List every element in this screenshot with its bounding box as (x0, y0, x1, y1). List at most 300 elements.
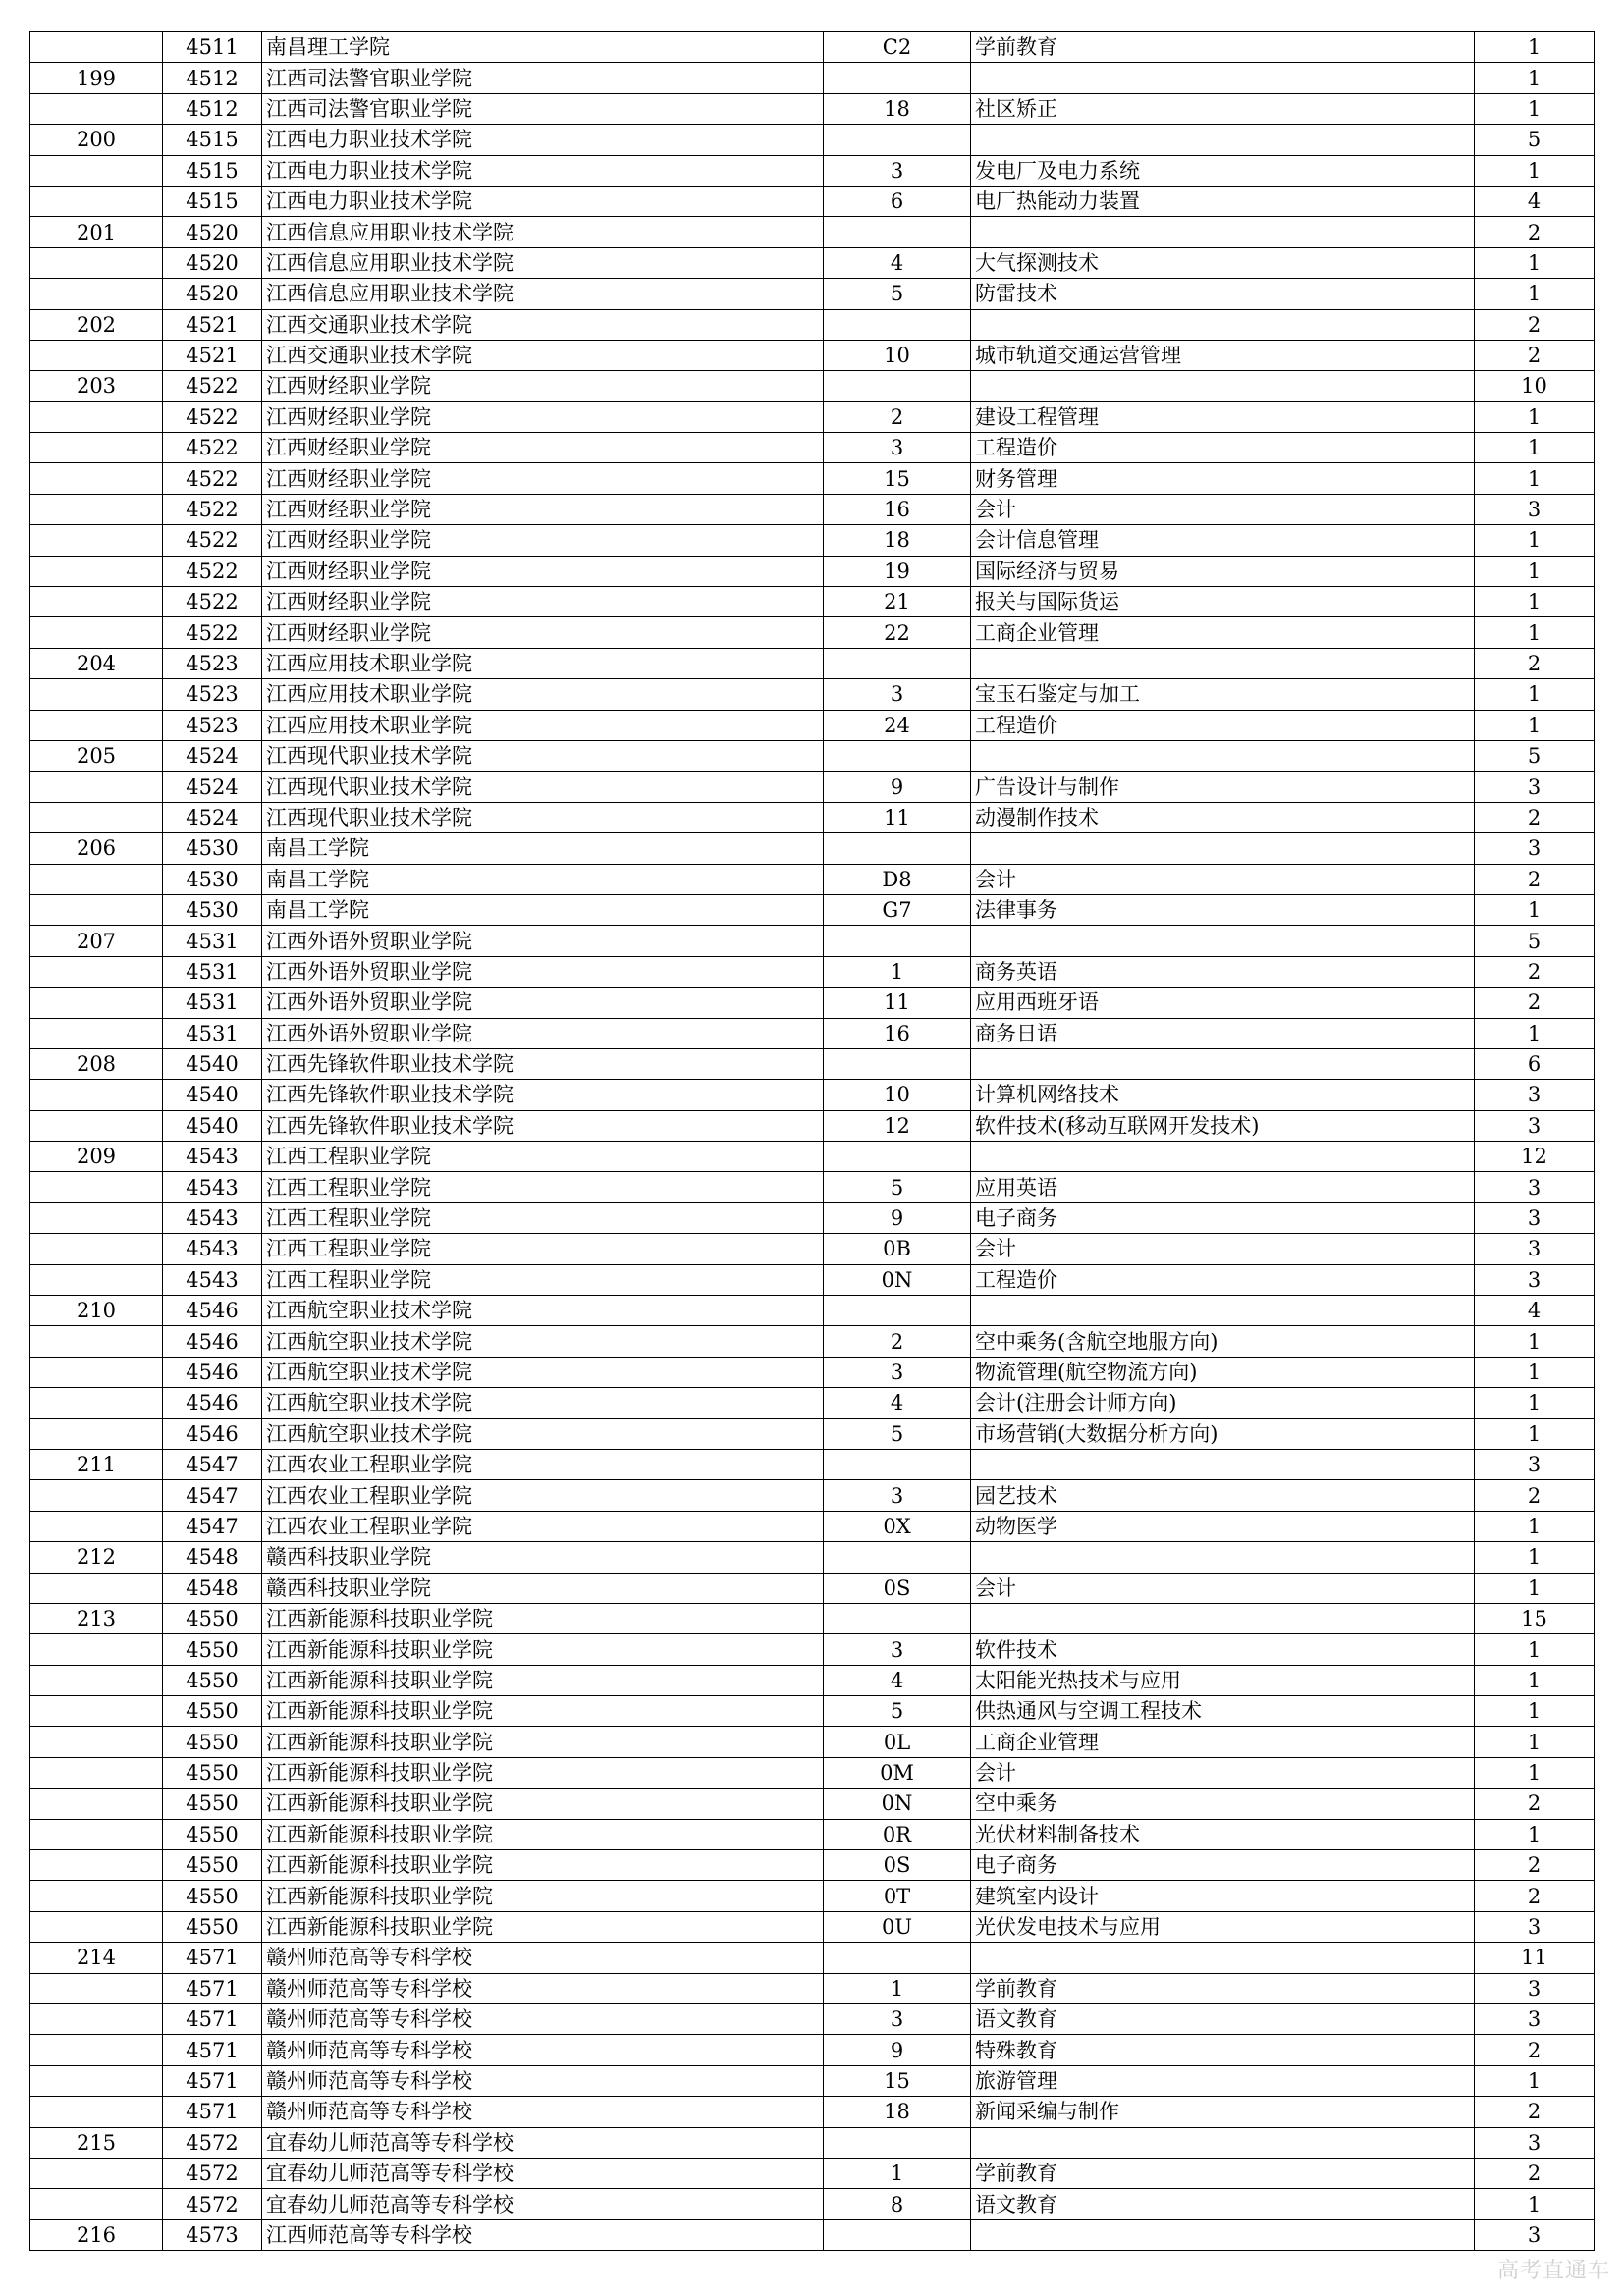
school-code-cell: 4520 (163, 217, 262, 247)
school-name-cell: 江西先锋软件职业技术学院 (262, 1048, 824, 1079)
major-code-cell: 0M (824, 1757, 971, 1788)
table-row (30, 772, 1595, 802)
plan-count-cell: 2 (1475, 1850, 1595, 1881)
plan-count-cell: 3 (1475, 1202, 1595, 1233)
plan-count-cell: 1 (1475, 556, 1595, 586)
plan-count-cell: 1 (1475, 710, 1595, 740)
seq-cell (30, 1665, 163, 1695)
major-code-cell: 12 (824, 1110, 971, 1141)
major-name-cell (971, 1943, 1475, 1973)
plan-count-cell: 1 (1475, 1018, 1595, 1048)
major-code-cell (824, 648, 971, 678)
table-row (30, 32, 1595, 63)
school-code-cell: 4546 (163, 1357, 262, 1387)
school-name-cell: 江西财经职业学院 (262, 494, 824, 524)
major-code-cell (824, 63, 971, 93)
plan-count-cell: 2 (1475, 2097, 1595, 2127)
table-row (30, 1603, 1595, 1633)
seq-cell (30, 525, 163, 556)
plan-count-cell: 1 (1475, 1634, 1595, 1665)
major-name-cell: 动漫制作技术 (971, 802, 1475, 832)
major-name-cell: 空中乘务(含航空地服方向) (971, 1326, 1475, 1357)
seq-cell: 215 (30, 2127, 163, 2158)
major-name-cell: 城市轨道交通运营管理 (971, 340, 1475, 370)
school-code-cell: 4522 (163, 587, 262, 617)
major-code-cell: 3 (824, 2004, 971, 2035)
school-code-cell: 4512 (163, 93, 262, 124)
table-row (30, 926, 1595, 956)
plan-count-cell: 15 (1475, 1603, 1595, 1633)
seq-cell (30, 1418, 163, 1449)
seq-cell (30, 1973, 163, 2003)
table-row (30, 2189, 1595, 2219)
school-name-cell: 江西新能源科技职业学院 (262, 1727, 824, 1757)
major-code-cell: 10 (824, 340, 971, 370)
major-code-cell: 0X (824, 1511, 971, 1541)
school-name-cell: 赣州师范高等专科学校 (262, 2035, 824, 2065)
major-name-cell: 会计 (971, 1573, 1475, 1603)
seq-cell: 206 (30, 833, 163, 864)
school-code-cell: 4530 (163, 864, 262, 894)
major-code-cell: 3 (824, 433, 971, 463)
school-name-cell: 南昌工学院 (262, 894, 824, 925)
major-code-cell: 4 (824, 1665, 971, 1695)
table-row (30, 617, 1595, 648)
table-row (30, 2127, 1595, 2158)
major-name-cell: 会计 (971, 494, 1475, 524)
plan-count-cell: 2 (1475, 988, 1595, 1018)
table-row (30, 186, 1595, 216)
school-code-cell: 4543 (163, 1142, 262, 1172)
major-name-cell (971, 217, 1475, 247)
major-code-cell (824, 217, 971, 247)
major-code-cell: 3 (824, 1480, 971, 1511)
major-code-cell: 18 (824, 93, 971, 124)
school-name-cell: 江西财经职业学院 (262, 556, 824, 586)
major-code-cell: 0L (824, 1727, 971, 1757)
major-code-cell (824, 926, 971, 956)
major-name-cell: 法律事务 (971, 894, 1475, 925)
plan-count-cell: 3 (1475, 1172, 1595, 1202)
school-name-cell: 江西新能源科技职业学院 (262, 1819, 824, 1849)
plan-count-cell: 3 (1475, 1080, 1595, 1110)
school-code-cell: 4546 (163, 1326, 262, 1357)
seq-cell: 209 (30, 1142, 163, 1172)
major-code-cell (824, 2127, 971, 2158)
school-name-cell: 江西新能源科技职业学院 (262, 1911, 824, 1942)
seq-cell (30, 587, 163, 617)
school-code-cell: 4524 (163, 740, 262, 771)
table-row (30, 340, 1595, 370)
major-name-cell: 动物医学 (971, 1511, 1475, 1541)
seq-cell (30, 1727, 163, 1757)
major-name-cell: 语文教育 (971, 2004, 1475, 2035)
school-name-cell: 江西财经职业学院 (262, 587, 824, 617)
major-name-cell: 电子商务 (971, 1202, 1475, 1233)
table-row (30, 1080, 1595, 1110)
major-code-cell: 0S (824, 1573, 971, 1603)
table-row (30, 956, 1595, 987)
seq-cell: 213 (30, 1603, 163, 1633)
major-code-cell: 2 (824, 401, 971, 432)
seq-cell (30, 1326, 163, 1357)
school-name-cell: 江西新能源科技职业学院 (262, 1757, 824, 1788)
major-code-cell: 21 (824, 587, 971, 617)
school-code-cell: 4571 (163, 1973, 262, 2003)
major-name-cell (971, 2219, 1475, 2250)
school-name-cell: 江西外语外贸职业学院 (262, 926, 824, 956)
school-code-cell: 4524 (163, 772, 262, 802)
table-row (30, 679, 1595, 710)
seq-cell (30, 494, 163, 524)
school-name-cell: 江西电力职业技术学院 (262, 186, 824, 216)
plan-count-cell: 2 (1475, 1789, 1595, 1819)
seq-cell (30, 2065, 163, 2096)
school-code-cell: 4531 (163, 1018, 262, 1048)
school-code-cell: 4571 (163, 2035, 262, 2065)
watermark-text: 高考直通车 (1496, 2259, 1610, 2283)
seq-cell: 205 (30, 740, 163, 771)
school-name-cell: 江西航空职业技术学院 (262, 1326, 824, 1357)
seq-cell (30, 1696, 163, 1727)
school-name-cell: 江西新能源科技职业学院 (262, 1850, 824, 1881)
major-name-cell: 旅游管理 (971, 2065, 1475, 2096)
table-row (30, 2158, 1595, 2188)
major-name-cell (971, 1449, 1475, 1479)
school-code-cell: 4546 (163, 1388, 262, 1418)
seq-cell: 210 (30, 1296, 163, 1326)
major-code-cell: 15 (824, 463, 971, 494)
table-row (30, 494, 1595, 524)
school-code-cell: 4546 (163, 1418, 262, 1449)
seq-cell (30, 1388, 163, 1418)
major-name-cell: 语文教育 (971, 2189, 1475, 2219)
seq-cell (30, 1234, 163, 1264)
plan-count-cell: 1 (1475, 463, 1595, 494)
plan-count-cell: 1 (1475, 1665, 1595, 1695)
major-code-cell: 11 (824, 988, 971, 1018)
major-name-cell: 应用英语 (971, 1172, 1475, 1202)
school-name-cell: 江西财经职业学院 (262, 525, 824, 556)
school-name-cell: 赣州师范高等专科学校 (262, 2065, 824, 2096)
school-name-cell: 江西工程职业学院 (262, 1172, 824, 1202)
plan-count-cell: 2 (1475, 2158, 1595, 2188)
table-row (30, 1789, 1595, 1819)
major-name-cell: 园艺技术 (971, 1480, 1475, 1511)
major-name-cell: 工程造价 (971, 710, 1475, 740)
seq-cell (30, 1850, 163, 1881)
plan-count-cell: 1 (1475, 894, 1595, 925)
major-code-cell (824, 1449, 971, 1479)
plan-count-cell: 1 (1475, 401, 1595, 432)
seq-cell (30, 710, 163, 740)
plan-count-cell: 3 (1475, 2219, 1595, 2250)
table-row (30, 1665, 1595, 1695)
plan-count-cell: 11 (1475, 1943, 1595, 1973)
major-name-cell: 工商企业管理 (971, 1727, 1475, 1757)
major-name-cell: 国际经济与贸易 (971, 556, 1475, 586)
major-code-cell: 0T (824, 1881, 971, 1911)
seq-cell (30, 279, 163, 309)
school-name-cell: 江西财经职业学院 (262, 617, 824, 648)
major-code-cell: 2 (824, 1326, 971, 1357)
major-name-cell: 工商企业管理 (971, 617, 1475, 648)
major-name-cell: 新闻采编与制作 (971, 2097, 1475, 2127)
table-row (30, 1388, 1595, 1418)
plan-count-cell: 1 (1475, 617, 1595, 648)
plan-count-cell: 1 (1475, 1819, 1595, 1849)
school-code-cell: 4550 (163, 1911, 262, 1942)
school-code-cell: 4511 (163, 32, 262, 63)
school-code-cell: 4572 (163, 2127, 262, 2158)
school-code-cell: 4522 (163, 494, 262, 524)
major-code-cell (824, 2219, 971, 2250)
table-row (30, 401, 1595, 432)
seq-cell (30, 1110, 163, 1141)
plan-count-cell: 1 (1475, 1388, 1595, 1418)
plan-count-cell: 4 (1475, 1296, 1595, 1326)
school-code-cell: 4546 (163, 1296, 262, 1326)
plan-count-cell: 2 (1475, 1881, 1595, 1911)
school-name-cell: 江西航空职业技术学院 (262, 1296, 824, 1326)
school-name-cell: 赣州师范高等专科学校 (262, 1943, 824, 1973)
school-name-cell: 江西外语外贸职业学院 (262, 956, 824, 987)
table-row (30, 1727, 1595, 1757)
plan-count-cell: 2 (1475, 956, 1595, 987)
school-name-cell: 江西电力职业技术学院 (262, 125, 824, 155)
major-code-cell: 3 (824, 155, 971, 186)
school-name-cell: 江西先锋软件职业技术学院 (262, 1110, 824, 1141)
seq-cell (30, 93, 163, 124)
school-code-cell: 4550 (163, 1665, 262, 1695)
major-name-cell: 建筑室内设计 (971, 1881, 1475, 1911)
table-row (30, 1511, 1595, 1541)
school-name-cell: 南昌工学院 (262, 833, 824, 864)
seq-cell (30, 1202, 163, 1233)
seq-cell: 216 (30, 2219, 163, 2250)
major-code-cell: C2 (824, 32, 971, 63)
table-row (30, 2065, 1595, 2096)
school-code-cell: 4571 (163, 2097, 262, 2127)
table-row (30, 1696, 1595, 1727)
major-name-cell (971, 833, 1475, 864)
school-name-cell: 宜春幼儿师范高等专科学校 (262, 2189, 824, 2219)
seq-cell (30, 2035, 163, 2065)
major-name-cell: 软件技术(移动互联网开发技术) (971, 1110, 1475, 1141)
school-code-cell: 4520 (163, 247, 262, 278)
seq-cell: 211 (30, 1449, 163, 1479)
seq-cell (30, 155, 163, 186)
seq-cell: 212 (30, 1542, 163, 1573)
major-name-cell: 学前教育 (971, 1973, 1475, 2003)
school-code-cell: 4547 (163, 1511, 262, 1541)
school-code-cell: 4522 (163, 617, 262, 648)
major-code-cell: 0U (824, 1911, 971, 1942)
plan-count-cell: 1 (1475, 433, 1595, 463)
school-name-cell: 宜春幼儿师范高等专科学校 (262, 2158, 824, 2188)
major-code-cell: 3 (824, 1634, 971, 1665)
major-name-cell: 学前教育 (971, 32, 1475, 63)
major-code-cell (824, 1142, 971, 1172)
major-name-cell: 计算机网络技术 (971, 1080, 1475, 1110)
school-code-cell: 4550 (163, 1850, 262, 1881)
school-code-cell: 4523 (163, 679, 262, 710)
table-row (30, 309, 1595, 340)
table-row (30, 279, 1595, 309)
school-code-cell: 4550 (163, 1881, 262, 1911)
school-name-cell: 南昌理工学院 (262, 32, 824, 63)
major-code-cell: 9 (824, 772, 971, 802)
major-code-cell: 3 (824, 679, 971, 710)
major-code-cell: G7 (824, 894, 971, 925)
school-code-cell: 4547 (163, 1449, 262, 1479)
school-name-cell: 宜春幼儿师范高等专科学校 (262, 2127, 824, 2158)
table-row (30, 1542, 1595, 1573)
school-code-cell: 4543 (163, 1202, 262, 1233)
plan-count-cell: 6 (1475, 1048, 1595, 1079)
seq-cell: 208 (30, 1048, 163, 1079)
school-name-cell: 赣州师范高等专科学校 (262, 1973, 824, 2003)
plan-count-cell: 1 (1475, 1326, 1595, 1357)
major-code-cell: 5 (824, 1696, 971, 1727)
major-code-cell: 16 (824, 1018, 971, 1048)
major-name-cell: 光伏发电技术与应用 (971, 1911, 1475, 1942)
plan-count-cell: 1 (1475, 1357, 1595, 1387)
major-code-cell: 1 (824, 956, 971, 987)
seq-cell (30, 186, 163, 216)
seq-cell (30, 1573, 163, 1603)
major-code-cell: 4 (824, 1388, 971, 1418)
seq-cell: 199 (30, 63, 163, 93)
major-name-cell: 广告设计与制作 (971, 772, 1475, 802)
school-code-cell: 4515 (163, 125, 262, 155)
school-name-cell: 江西信息应用职业技术学院 (262, 279, 824, 309)
major-code-cell: 19 (824, 556, 971, 586)
table-row (30, 1911, 1595, 1942)
table-row (30, 1172, 1595, 1202)
table-row (30, 1634, 1595, 1665)
school-code-cell: 4521 (163, 340, 262, 370)
school-name-cell: 江西新能源科技职业学院 (262, 1696, 824, 1727)
table-row (30, 1819, 1595, 1849)
plan-count-cell: 1 (1475, 1418, 1595, 1449)
school-name-cell: 江西财经职业学院 (262, 401, 824, 432)
major-name-cell: 建设工程管理 (971, 401, 1475, 432)
plan-count-cell: 3 (1475, 1449, 1595, 1479)
table-row (30, 2035, 1595, 2065)
school-code-cell: 4572 (163, 2158, 262, 2188)
major-code-cell: 9 (824, 1202, 971, 1233)
major-name-cell (971, 1048, 1475, 1079)
table-row (30, 2004, 1595, 2035)
school-name-cell: 江西航空职业技术学院 (262, 1357, 824, 1387)
table-row (30, 93, 1595, 124)
school-code-cell: 4530 (163, 833, 262, 864)
school-name-cell: 江西信息应用职业技术学院 (262, 217, 824, 247)
major-name-cell (971, 371, 1475, 401)
seq-cell: 202 (30, 309, 163, 340)
seq-cell (30, 617, 163, 648)
school-name-cell: 江西新能源科技职业学院 (262, 1789, 824, 1819)
plan-count-cell: 2 (1475, 1480, 1595, 1511)
major-name-cell: 电子商务 (971, 1850, 1475, 1881)
major-name-cell: 报关与国际货运 (971, 587, 1475, 617)
school-code-cell: 4522 (163, 525, 262, 556)
school-name-cell: 江西新能源科技职业学院 (262, 1881, 824, 1911)
plan-count-cell: 2 (1475, 802, 1595, 832)
plan-count-cell: 1 (1475, 279, 1595, 309)
major-name-cell: 发电厂及电力系统 (971, 155, 1475, 186)
seq-cell (30, 2004, 163, 2035)
school-name-cell: 江西工程职业学院 (262, 1234, 824, 1264)
plan-count-cell: 1 (1475, 93, 1595, 124)
plan-count-cell: 3 (1475, 1110, 1595, 1141)
seq-cell (30, 1480, 163, 1511)
school-code-cell: 4515 (163, 155, 262, 186)
school-code-cell: 4571 (163, 2065, 262, 2096)
school-name-cell: 江西农业工程职业学院 (262, 1449, 824, 1479)
major-code-cell: 18 (824, 525, 971, 556)
table-row (30, 587, 1595, 617)
school-code-cell: 4550 (163, 1696, 262, 1727)
major-name-cell (971, 63, 1475, 93)
seq-cell (30, 772, 163, 802)
plan-count-cell: 3 (1475, 2127, 1595, 2158)
school-code-cell: 4520 (163, 279, 262, 309)
plan-count-cell: 5 (1475, 125, 1595, 155)
major-name-cell: 供热通风与空调工程技术 (971, 1696, 1475, 1727)
plan-count-cell: 1 (1475, 1696, 1595, 1727)
major-code-cell: 0S (824, 1850, 971, 1881)
major-name-cell: 会计信息管理 (971, 525, 1475, 556)
table-row (30, 371, 1595, 401)
school-code-cell: 4571 (163, 2004, 262, 2035)
seq-cell (30, 802, 163, 832)
school-name-cell: 江西交通职业技术学院 (262, 309, 824, 340)
school-name-cell: 江西师范高等专科学校 (262, 2219, 824, 2250)
major-code-cell: 8 (824, 2189, 971, 2219)
major-code-cell (824, 371, 971, 401)
school-code-cell: 4547 (163, 1480, 262, 1511)
plan-count-cell: 2 (1475, 340, 1595, 370)
seq-cell (30, 32, 163, 63)
major-name-cell (971, 926, 1475, 956)
major-code-cell: 1 (824, 1973, 971, 2003)
seq-cell (30, 1264, 163, 1295)
table-row (30, 1449, 1595, 1479)
school-code-cell: 4531 (163, 988, 262, 1018)
major-name-cell: 工程造价 (971, 433, 1475, 463)
major-name-cell: 市场营销(大数据分析方向) (971, 1418, 1475, 1449)
school-name-cell: 江西司法警官职业学院 (262, 93, 824, 124)
school-code-cell: 4512 (163, 63, 262, 93)
table-row (30, 1973, 1595, 2003)
major-code-cell: 0N (824, 1264, 971, 1295)
plan-count-cell: 3 (1475, 1264, 1595, 1295)
table-row (30, 864, 1595, 894)
school-code-cell: 4522 (163, 463, 262, 494)
table-row (30, 1480, 1595, 1511)
plan-count-cell: 1 (1475, 1727, 1595, 1757)
school-code-cell: 4531 (163, 926, 262, 956)
table-row (30, 1326, 1595, 1357)
table-row (30, 988, 1595, 1018)
major-name-cell (971, 1542, 1475, 1573)
table-row (30, 525, 1595, 556)
school-code-cell: 4550 (163, 1634, 262, 1665)
seq-cell (30, 1757, 163, 1788)
major-name-cell: 商务日语 (971, 1018, 1475, 1048)
